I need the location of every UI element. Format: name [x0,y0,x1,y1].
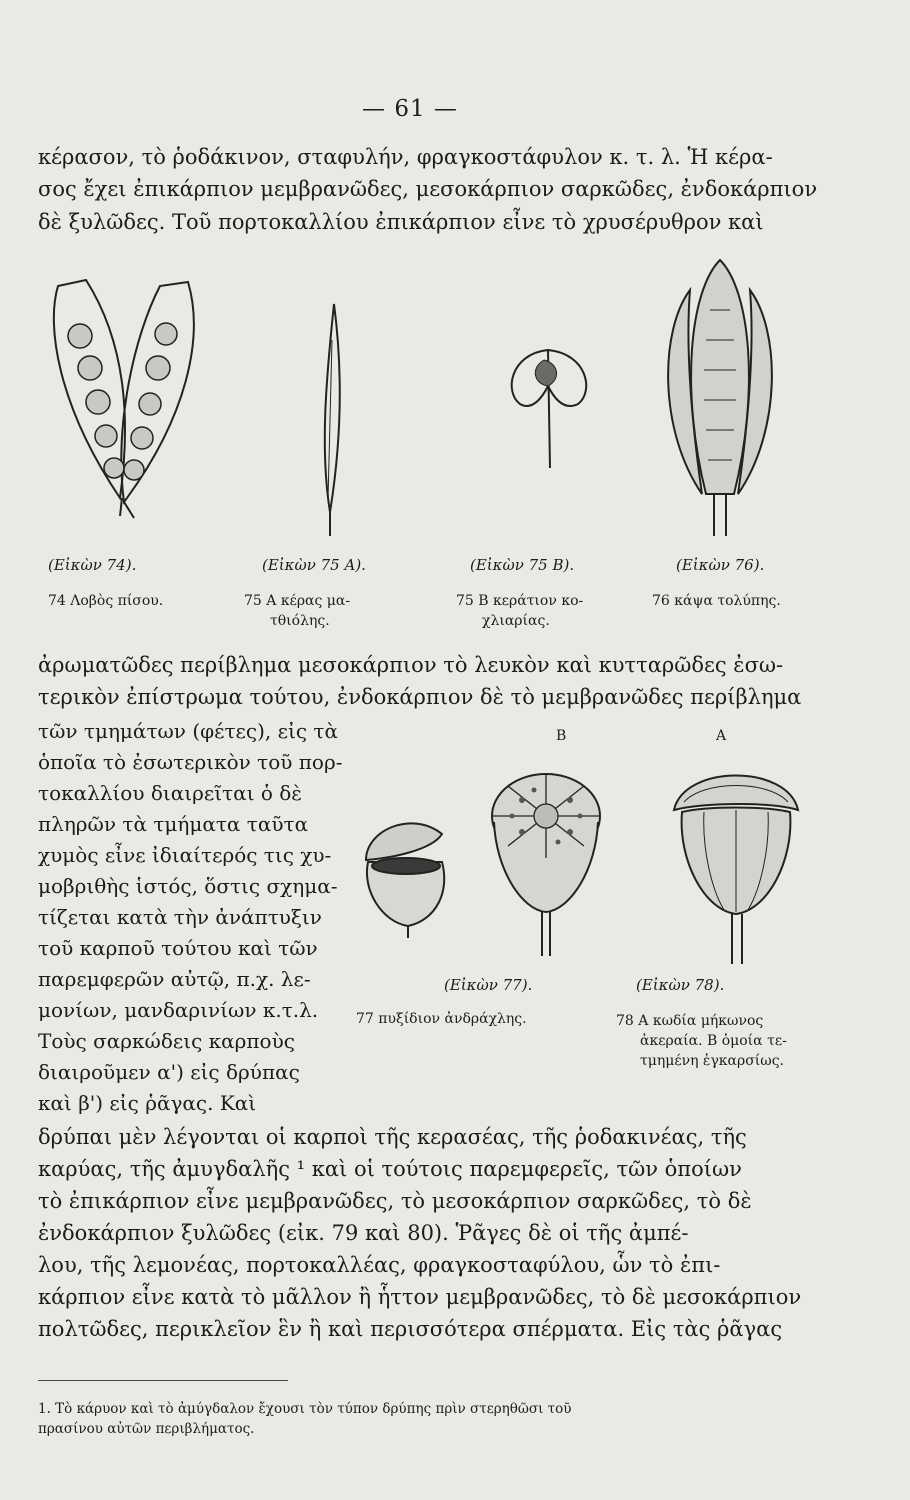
page-number: — 61 — [362,96,458,122]
mid-line-2: τερικὸν ἐπίστρωμα τούτου, ἐνδοκάρπιον δὲ τὸ μεμβρανῶδες περίβλημα [38,685,802,709]
side-line-8: τοῦ καρποῦ τούτου καὶ τῶν [38,936,318,960]
body-line-2: καρύας, τῆς ἀμυγδαλῆς ¹ καὶ οἱ τούτοις παρεμφερεῖς, τῶν ὁποίων [38,1157,742,1181]
side-line-1: τῶν τμημάτων (φέτες), εἰς τὰ [38,719,338,743]
side-line-7: τίζεται κατὰ τὴν ἀνάπτυξιν [38,905,322,929]
intro-line-2: σος ἔχει ἐπικάρπιον μεμβρανῶδες, μεσοκάρπιον σαρκῶδες, ἐνδοκάρπιον [38,177,818,201]
footnote-divider [38,1380,288,1381]
capsule-illustration [650,250,790,540]
figure-77-caption: (Εἰκὼν 77). [444,976,533,994]
figure-76-description: 76 κάψα τολύπης. [652,593,781,609]
body-line-4: ἐνδοκάρπιον ξυλῶδες (εἰκ. 79 καὶ 80). Ῥᾶγες δὲ οἱ τῆς ἀμπέ- [38,1221,689,1245]
figure-75a-description-line-2: τθιόλης. [270,613,330,629]
side-line-13: καὶ β') εἰς ῥᾶγας. Καὶ [38,1091,257,1115]
body-line-6: κάρπιον εἶνε κατὰ τὸ μᾶλλον ἢ ἧττον μεμβρανῶδες, τὸ δὲ μεσοκάρπιον [38,1285,802,1309]
figure-76-caption: (Εἰκὼν 76). [676,556,765,574]
footnote-line-2: πρασίνου αὐτῶν περιβλήματος. [38,1421,255,1437]
side-line-2: ὁποῖα τὸ ἐσωτερικὸν τοῦ πορ- [38,750,343,774]
figure-75b-caption: (Εἰκὼν 75 Β). [470,556,575,574]
poppy-capsule-whole-illustration [664,750,814,970]
pea-pod-illustration [38,266,208,526]
cochlearia-pod-illustration [500,340,600,470]
side-line-11: Τοὺς σαρκώδεις καρποὺς [38,1029,295,1053]
body-line-5: λου, τῆς λεμονέας, πορτοκαλλέας, φραγκοσταφύλου, ὧν τὸ ἐπι- [38,1253,721,1277]
body-line-1: δρύπαι μὲν λέγονται οἱ καρποὶ τῆς κερασέας, τῆς ῥοδακινέας, τῆς [38,1125,747,1149]
intro-line-3: δὲ ξυλῶδες. Τοῦ πορτοκαλλίου ἐπικάρπιον εἶνε τὸ χρυσέρυθρον καὶ [38,210,764,234]
side-line-3: τοκαλλίου διαιρεῖται ὁ δὲ [38,781,302,805]
figure-75a-caption: (Εἰκὼν 75 Α). [262,556,366,574]
figure-74-description: 74 Λοβὸς πίσου. [48,593,164,609]
intro-line-1: κέρασον, τὸ ῥοδάκινον, σταφυλήν, φραγκοστάφυλον κ. τ. λ. Ἡ κέρα- [38,145,773,169]
figure-78-caption: (Εἰκὼν 78). [636,976,725,994]
side-line-9: παρεμφερῶν αὐτῷ, π.χ. λε- [38,967,311,991]
side-line-12: διαιροῦμεν α') εἰς δρύπας [38,1060,300,1084]
poppy-capsule-section-illustration [482,760,612,960]
body-line-7: πολτῶδες, περικλεῖον ἓν ἢ καὶ περισσότερα σπέρματα. Εἰς τὰς ῥᾶγας [38,1317,783,1341]
figure-74-caption: (Εἰκὼν 74). [48,556,137,574]
pyxidium-illustration [352,800,462,940]
side-line-4: πληρῶν τὰ τμήματα ταῦτα [38,812,309,836]
figure-label-b: Β [556,728,567,744]
figure-78-description-line-3: τμημένη ἐγκαρσίως. [640,1053,784,1069]
figure-77-description: 77 πυξίδιον ἀνδράχλης. [356,1011,527,1027]
side-line-6: μοβριθὴς ἱστός, ὅστις σχημα- [38,874,338,898]
matthiola-pod-illustration [300,300,360,540]
figure-78-description-line-1: 78 Α κωδία μήκωνος [616,1013,764,1029]
figure-78-description-line-2: ἀκεραία. Β ὁμοία τε- [640,1033,787,1049]
figure-75a-description-line-1: 75 Α κέρας μα- [244,593,351,609]
mid-line-1: ἀρωματῶδες περίβλημα μεσοκάρπιον τὸ λευκὸν καὶ κυτταρῶδες ἐσω- [38,653,784,677]
side-line-5: χυμὸς εἶνε ἰδιαίτερός τις χυ- [38,843,332,867]
footnote-line-1: 1. Τὸ κάρυον καὶ τὸ ἀμύγδαλον ἔχουσι τὸν τύπον δρύπης πρὶν στερηθῶσι τοῦ [38,1401,572,1417]
side-line-10: μονίων, μανδαρινίων κ.τ.λ. [38,998,319,1022]
body-line-3: τὸ ἐπικάρπιον εἶνε μεμβρανῶδες, τὸ μεσοκάρπιον σαρκῶδες, τὸ δὲ [38,1189,752,1213]
figure-label-a: Α [716,728,727,744]
figure-75b-description-line-2: χλιαρίας. [482,613,550,629]
figure-75b-description-line-1: 75 Β κεράτιον κο- [456,593,584,609]
